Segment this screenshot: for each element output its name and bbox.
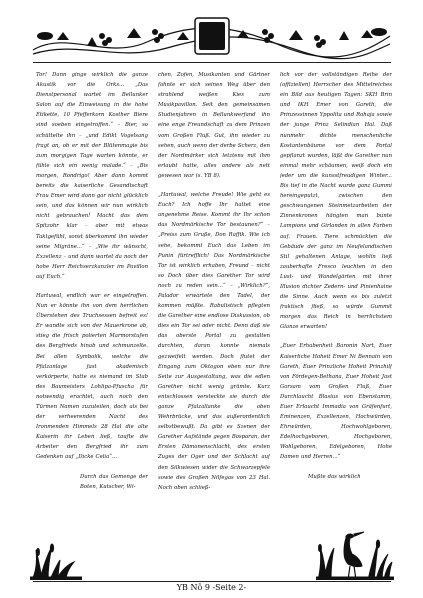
paragraph: lich vor der vollständigen Reihe der (offiziellen) Herrscher des Mittelreiches ein Bild aus heutigen Tagen: SKH Brin und IKH Emer von Gareth, die Prinzessinnen Yppolita und Rohaja sowie der junge Prinz Selindian Hal. Daß nunmehr dichte menschenliche Kostantenbäume vor dem Portal gepflanzt wurden, läßt die Garether nun einmal mehr schäumen, weiß doch ein jeder um die kunsstfreudigen Winter... Bis tief in die Nacht wurde ganz Gummi hereingeputzt, zwischen den geschwungenen Steinmetzarbeiten der Zinnenkronen hängten man bunte Lampions und Girlanden in allen Farben auf. Frauen. Tiere schmückten die Gebäude der ganz im Neufelandischen Stil gehaltenen Anlage, wohlin ließ zauberhafte Fresco leuchten in den Lust- und Wandelgärten mit ihrer Illusion dichter Zedern- und Pinienhaine die Sinne. Auch wenn es bis zuletzt fraktisch fließ, so würde Gummit morgen das Reich in herrlichstem Glanze erwarten! (280, 72, 392, 331)
column-left (36, 70, 148, 575)
column-right (280, 70, 392, 575)
article-body (36, 70, 392, 575)
paragraph: Mußte das wirklich (308, 473, 361, 480)
paragraph: Tor! Dann ginge wirklich die ganze Akustik vor die Orks... „Das Dienstpersonal wartet im Bellunker Salon auf die Einweisung in die hohe Etikette, 10 Pfefferkorn Kosther Biere sind soeben eingetroffen.“ – Bier, so schüttelte ihn – „und Edikt Vogelsang fragt an, ob er mit der Blütenmagie bis zum morgigen Tage warten könnte, er fühle sich ein wenig malade.“ – „Bis morgen, Rondrigo! Aber dann kommt bereits die kaiserliche Gesandtschaft Frau Emer wird dann gar nicht glücklich sein, und das können wir nun wirklich nicht gebrauchen! Macht das dem Spitzohr klar – aber mit etwas Taktgefühl, sonst überkommt ihn wieder seine Migräne...“ – „Wie ihr wünscht, Exzellenz – und dann wartet da noch der hohe Herr Reichserzkanzler im Pavillon auf Euch.“ (36, 72, 148, 280)
heron-illustration-right (316, 528, 394, 580)
header-rule (33, 62, 391, 63)
paragraph: „Euer Erhabenheit Baronin Nart, Euer Kaiserliche Hoheit Emer Ni Bennain von Gareth, Euer Prinzliche Hoheit Prinzhilf von Fördegen-Bethana, Euer Hoheit Jast Gorsam vom Großen Fluß, Euer Durchlaucht Blasius von Ebenstamm, Euer Erlaucht Immadia von Gräfenfurt, Eminenzen, Exzellenzen, Hochwürden, Ehrwürden, Hochwohlgeboren, Edelhochgeboren, Hochgeboren, Wohlgeboren, Edelgeboren, Hohe Damen und Herren...“ (280, 343, 392, 461)
paragraph: chen, Zofen, Musikanten und Gärtner fahnte er sich seinen Weg über den strahlend weißen Kies zum Musikpavillon. Seit den gemeinsamen Studienjahren in Bellunkwerfand ihn eine enge Freundschaft zu dem Prinzen vom Großen Fluß. Gut, ihn wieder zu sehen, auch wenn der derbe Scherz, den der Nordmärker sich letztens mit ihm erlaubt hatte, alles andere als nett gewesen war (s. YB 8). (158, 72, 270, 179)
vine-border-ornament (27, 10, 396, 62)
page-footer: YB Nô 9 -Seite 2- (176, 583, 247, 592)
column-middle (158, 70, 270, 575)
paragraph: Durch das Gemenge der Boten, Kutscher, Wi- (80, 473, 148, 490)
paragraph: Hartuwal, endlich war er eingetroffen. Nun er könnte ihn von dem herrlichen Überstehen des Truchsessen befreit es! Er wandte sich von der Mauerkrone ab, stieg die frisch polierten Marmorstufen des Bergfrieds hinab und schmunzelte. Bei allen Symbolik, welche die Pfalzanlage fast akademisch verkörperte, hatte es niemand im Stab des Baumeisters Lohlipa-Pfuscha für notwendig erachtet, auch noch den Türmen Namen zuzuteilen, doch als bei der verheerenden Nacht des Ironmenden Himmels 28 Hal die alte Kaiserin ihr Leben ließ, taufte die Arbeiter den Bergfried ihr zum Gedenken auf „Dicke Celia“... (36, 292, 148, 461)
reeds-illustration-left (30, 540, 82, 580)
paragraph: „Hartuwal, welche Freude! Wie geht es Euch? Ich hoffe Ihr hattet eine angenehme Reise. Kommt ihr Ihr schon das Nordmärkische Tor bestaunen?“ – „Preiss zum Gruße, Don Raffik. Wie ich sehe, bekommt Euch das Leben im Punin fürtrefflich! Das Nordmärkische Tor ist wirklich erhaben, Freund – nicht so Doch über dies Garether Tor wird noch zu reden sein...“ – „Wirklich?“, Palador erwartete den Tadel, der kommen müßte. Rabulistisch pflegten die Garether eine endlose Diskussion, ob dies ein Tor sei oder nicht. Denn daß sie das oberste Portal zu gestalten durchten, daran konnte niemals gezweifelt werden. Doch flutet der Eingang zum Oktogon eben nur ihre Seite zur Ausgestaltung, was die edlen Garether nicht wenig grämte. Kurz entschlossen versteckte sie durch die ganze Pfalzallanke die oben Wehrbrücke, und das außerordentlich selbstbewußt. Da gibt es Szenen der Garether Aufstände gegen Bosparan, der Ersten Dämonenschlacht, des ersten Zuges der Oger und der Schlacht auf den Silkwiesen wider die Schwarzepfele sowie des Großen Nilfegas von 23 Hal. Noch oben schließ- (158, 192, 270, 491)
